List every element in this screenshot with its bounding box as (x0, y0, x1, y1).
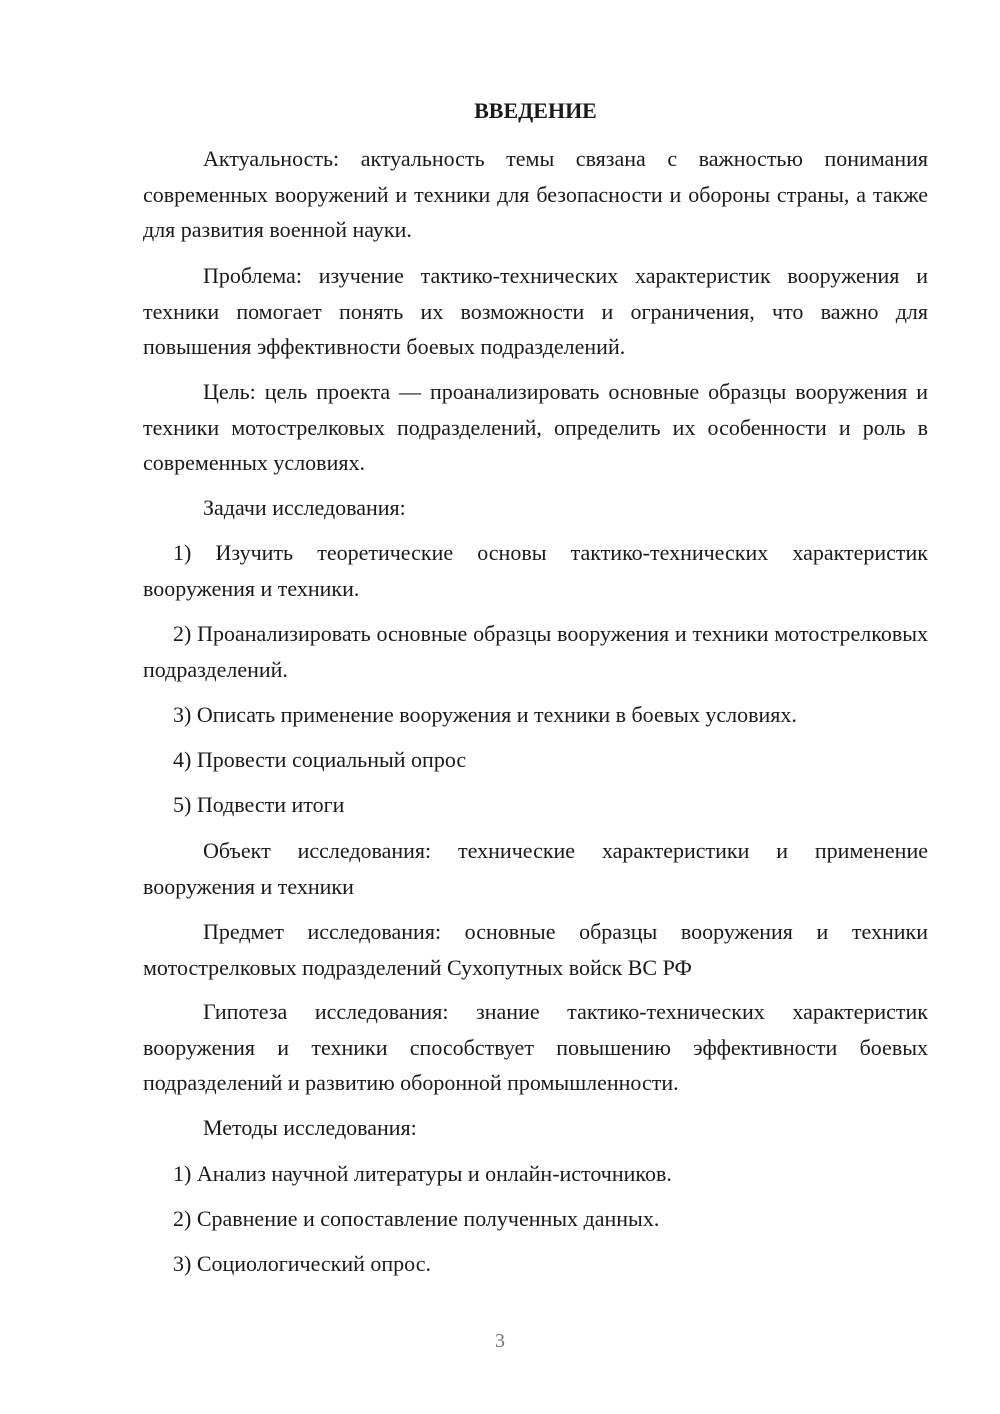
problem-paragraph: Проблема: изучение тактико-технических характеристик вооружения и техники помогает понять их возможности и ограничения, что важно для повышения эффективности боевых подразделений. (143, 263, 928, 359)
methods-heading: Методы исследования: (203, 1115, 417, 1140)
task-item: 2) Проанализировать основные образцы вооружения и техники мотострелковых подразделений. (143, 621, 928, 682)
task-item: 1) Изучить теоретические основы тактико-технических характеристик вооружения и техники. (143, 540, 928, 601)
object-paragraph: Объект исследования: технические характеристики и применение вооружения и техники (143, 838, 928, 899)
relevance-paragraph: Актуальность: актуальность темы связана с важностью понимания современных вооружений и техники для безопасности и обороны страны, а также для развития военной науки. (143, 146, 928, 242)
task-item: 5) Подвести итоги (173, 792, 345, 817)
page-number: 3 (495, 1330, 505, 1352)
method-item: 2) Сравнение и сопоставление полученных данных. (173, 1206, 660, 1231)
task-item: 3) Описать применение вооружения и техники в боевых условиях. (173, 702, 797, 727)
section-heading: ВВЕДЕНИЕ (474, 98, 597, 123)
tasks-heading: Задачи исследования: (203, 495, 406, 520)
goal-paragraph: Цель: цель проекта — проанализировать основные образцы вооружения и техники мотострелковых подразделений, определить их особенности и роль в современных условиях. (143, 379, 928, 475)
task-item: 4) Провести социальный опрос (173, 747, 467, 772)
subject-paragraph: Предмет исследования: основные образцы вооружения и техники мотострелковых подразделений Сухопутных войск ВС РФ (143, 919, 928, 980)
method-item: 1) Анализ научной литературы и онлайн-источников. (173, 1161, 672, 1186)
hypothesis-paragraph: Гипотеза исследования: знание тактико-технических характеристик вооружения и техники способствует повышению эффективности боевых подразделений и развитию оборонной промышленности. (143, 999, 928, 1095)
method-item: 3) Социологический опрос. (173, 1251, 431, 1276)
